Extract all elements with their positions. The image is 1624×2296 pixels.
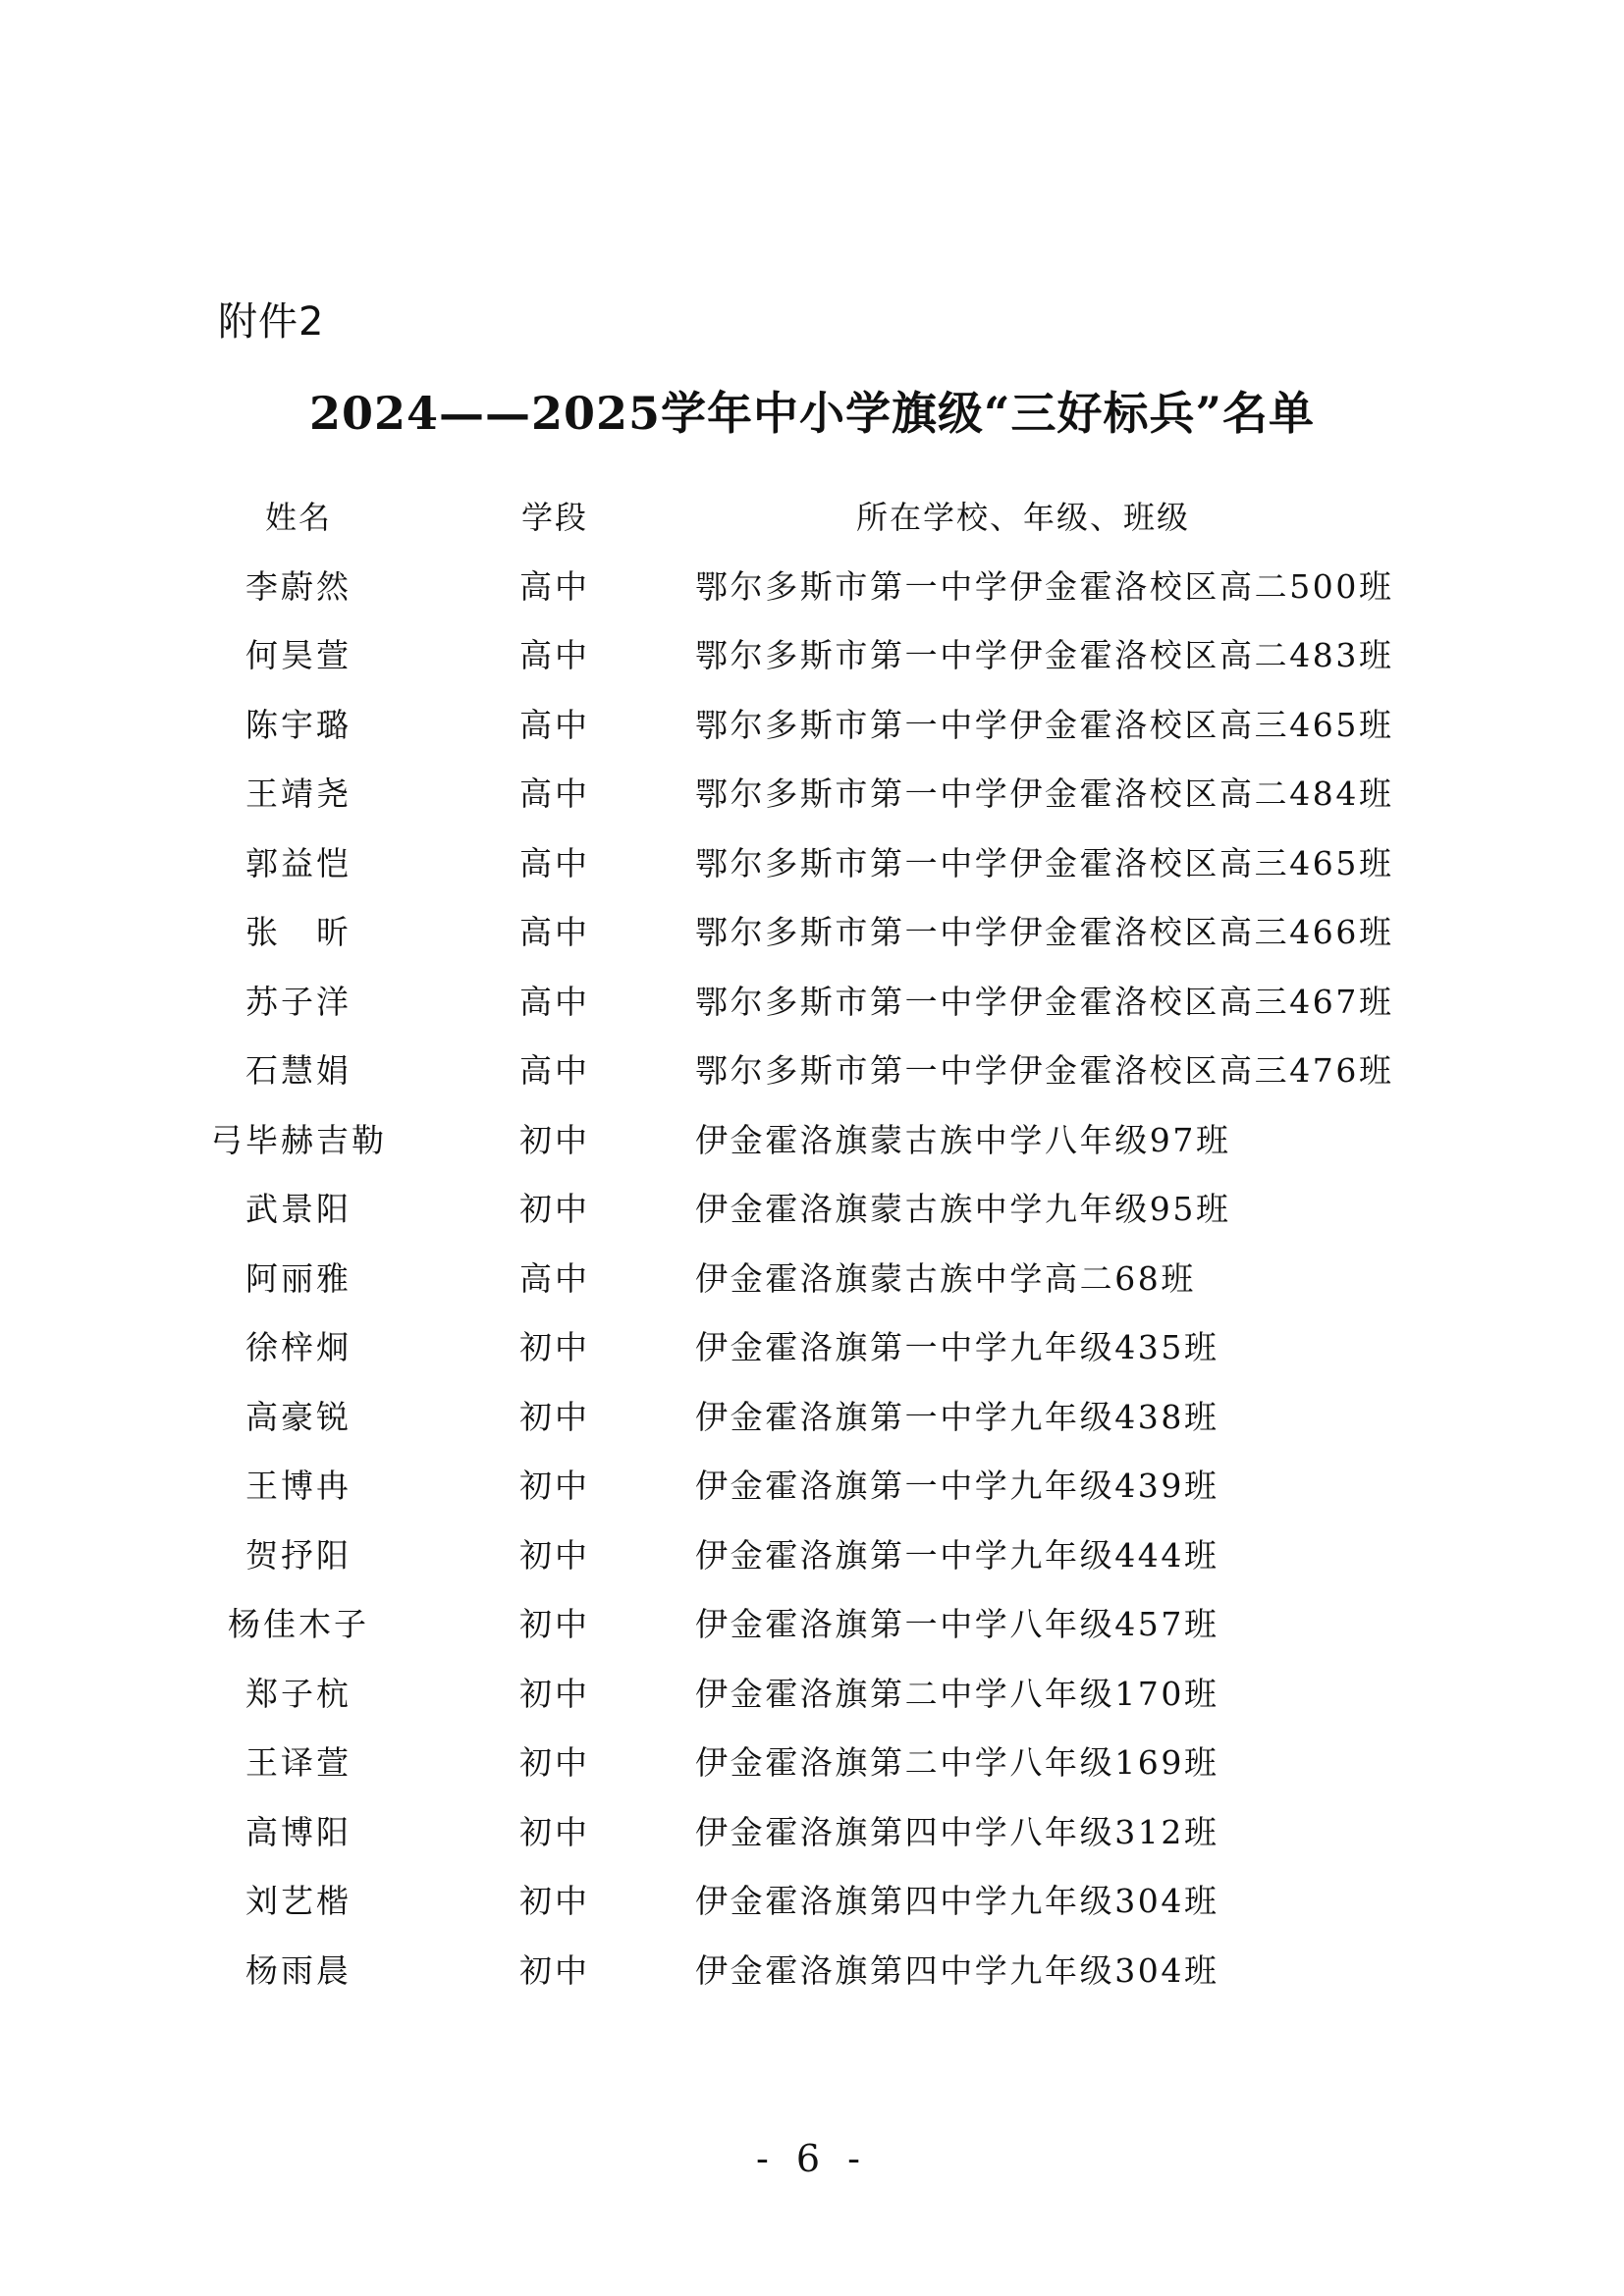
school-cell: 伊金霍洛旗蒙古族中学高二68班: [695, 1258, 1196, 1298]
school-cell: 伊金霍洛旗第一中学九年级435班: [695, 1328, 1219, 1366]
name-cell: 弓毕赫吉勒: [210, 1120, 387, 1159]
school-cell: 伊金霍洛旗第二中学八年级170班: [695, 1674, 1219, 1713]
stage-cell: 初中: [519, 1674, 590, 1713]
page-number: - 6 -: [755, 2137, 868, 2180]
stage-cell: 初中: [519, 1328, 590, 1366]
stage-cell: 初中: [519, 1882, 590, 1920]
stage-cell: 初中: [519, 1190, 590, 1228]
school-cell: 伊金霍洛旗第四中学九年级304班: [695, 1882, 1219, 1920]
name-cell: 贺抒阳: [245, 1535, 352, 1575]
table-row: [0, 760, 1624, 829]
document-title: 2024——2025学年中小学旗级“三好标兵”名单: [309, 387, 1315, 440]
table-row: [0, 1175, 1624, 1245]
table-row: [0, 1452, 1624, 1522]
table-row: [0, 898, 1624, 968]
stage-cell: 初中: [519, 1535, 590, 1575]
table-row: [0, 829, 1624, 899]
name-cell: 刘艺楷: [245, 1882, 352, 1920]
school-cell: 鄂尔多斯市第一中学伊金霍洛校区高二500班: [695, 566, 1394, 606]
name-cell: 张 昕: [245, 913, 352, 951]
table-row: [0, 621, 1624, 691]
table-row: [0, 1037, 1624, 1106]
table-row: [0, 1798, 1624, 1868]
name-cell: 高豪锐: [245, 1397, 352, 1436]
stage-cell: 高中: [519, 913, 590, 951]
stage-cell: 初中: [519, 1120, 590, 1159]
name-cell: 陈宇璐: [245, 705, 352, 744]
school-cell: 鄂尔多斯市第一中学伊金霍洛校区高三465班: [695, 843, 1394, 882]
stage-cell: 初中: [519, 1467, 590, 1505]
school-cell: 伊金霍洛旗第二中学八年级169班: [695, 1743, 1219, 1782]
school-cell: 伊金霍洛旗第一中学九年级439班: [695, 1467, 1219, 1505]
stage-cell: 初中: [519, 1812, 590, 1851]
table-row: [0, 1383, 1624, 1453]
school-cell: 伊金霍洛旗第四中学八年级312班: [695, 1812, 1219, 1851]
attachment-label: 附件2: [218, 299, 325, 345]
name-cell: 李蔚然: [245, 566, 352, 606]
school-cell: 鄂尔多斯市第一中学伊金霍洛校区高三465班: [695, 705, 1394, 744]
stage-cell: 高中: [519, 636, 590, 674]
school-cell: 鄂尔多斯市第一中学伊金霍洛校区高三466班: [695, 913, 1394, 951]
name-cell: 郑子杭: [245, 1674, 352, 1713]
header-stage: 学段: [520, 499, 588, 536]
school-cell: 伊金霍洛旗蒙古族中学九年级95班: [695, 1190, 1231, 1228]
name-cell: 高博阳: [245, 1812, 352, 1851]
stage-cell: 初中: [519, 1605, 590, 1643]
name-cell: 阿丽雅: [245, 1258, 352, 1298]
stage-cell: 高中: [519, 1051, 590, 1090]
table-body: [0, 553, 1624, 2006]
school-cell: 伊金霍洛旗第四中学九年级304班: [695, 1950, 1219, 1990]
school-cell: 鄂尔多斯市第一中学伊金霍洛校区高二484班: [695, 774, 1394, 813]
table-row: [0, 1590, 1624, 1660]
school-cell: 鄂尔多斯市第一中学伊金霍洛校区高三476班: [695, 1051, 1394, 1090]
stage-cell: 初中: [519, 1950, 590, 1990]
name-cell: 何昊萱: [245, 636, 352, 674]
stage-cell: 高中: [519, 982, 590, 1021]
table-row: [0, 1106, 1624, 1176]
school-cell: 伊金霍洛旗蒙古族中学八年级97班: [695, 1120, 1231, 1159]
table-row: [0, 1660, 1624, 1730]
school-cell: 鄂尔多斯市第一中学伊金霍洛校区高二483班: [695, 636, 1394, 674]
stage-cell: 高中: [519, 1258, 590, 1298]
table-row: [0, 968, 1624, 1038]
stage-cell: 高中: [519, 705, 590, 744]
name-cell: 杨佳木子: [228, 1605, 369, 1643]
name-cell: 武景阳: [245, 1190, 352, 1228]
header-name: 姓名: [264, 499, 332, 536]
table-row: [0, 1245, 1624, 1314]
school-cell: 伊金霍洛旗第一中学九年级444班: [695, 1535, 1219, 1575]
stage-cell: 高中: [519, 566, 590, 606]
header-school: 所在学校、年级、班级: [855, 499, 1190, 536]
table-row: [0, 1867, 1624, 1937]
table-row: [0, 553, 1624, 622]
table-row: [0, 691, 1624, 761]
honor-roster-table: [0, 483, 1624, 2005]
table-header-row: [0, 483, 1624, 553]
table-row: [0, 1937, 1624, 2006]
stage-cell: 初中: [519, 1743, 590, 1782]
name-cell: 苏子洋: [245, 982, 352, 1021]
school-cell: 伊金霍洛旗第一中学九年级438班: [695, 1397, 1219, 1436]
table-row: [0, 1522, 1624, 1591]
name-cell: 石慧娟: [245, 1051, 352, 1090]
stage-cell: 高中: [519, 843, 590, 882]
table-row: [0, 1729, 1624, 1798]
stage-cell: 高中: [519, 774, 590, 813]
name-cell: 杨雨晨: [245, 1950, 352, 1990]
school-cell: 鄂尔多斯市第一中学伊金霍洛校区高三467班: [695, 982, 1394, 1021]
name-cell: 郭益恺: [245, 843, 352, 882]
stage-cell: 初中: [519, 1397, 590, 1436]
school-cell: 伊金霍洛旗第一中学八年级457班: [695, 1605, 1219, 1643]
name-cell: 王博冉: [245, 1467, 352, 1505]
name-cell: 王靖尧: [245, 774, 352, 813]
name-cell: 徐梓炯: [245, 1328, 352, 1366]
name-cell: 王译萱: [245, 1743, 352, 1782]
table-row: [0, 1313, 1624, 1383]
